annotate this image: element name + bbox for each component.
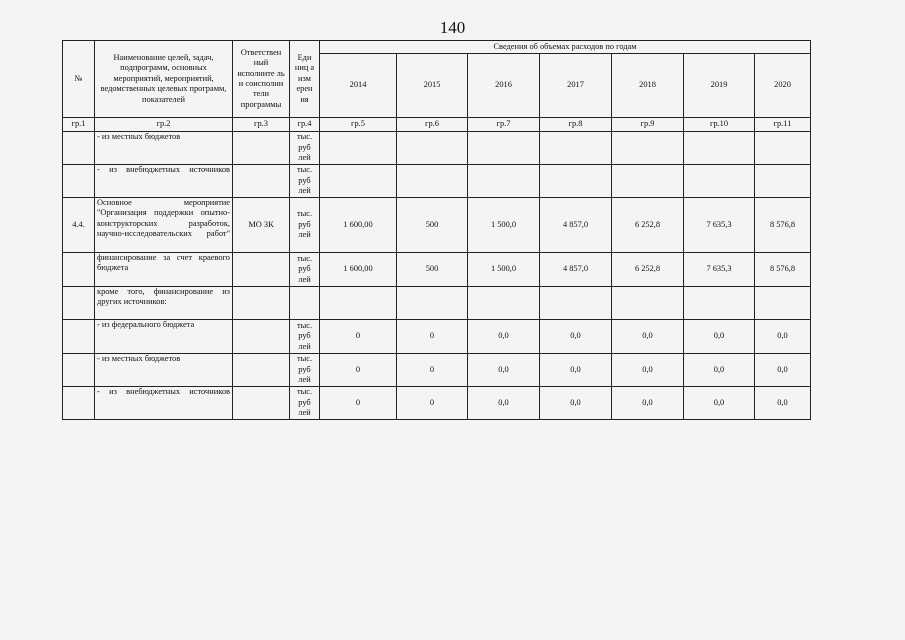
row-value: 7 635,3 xyxy=(684,253,755,287)
row-unit: тыс. руб лей xyxy=(290,354,320,387)
row-value xyxy=(320,132,397,165)
row-num xyxy=(63,253,95,287)
table-row xyxy=(63,132,811,165)
row-name: - из федерального бюджета xyxy=(95,320,233,354)
header-year: 2020 xyxy=(755,54,811,118)
row-unit: тыс. руб лей xyxy=(290,253,320,287)
row-value: 1 600,00 xyxy=(320,253,397,287)
row-num xyxy=(63,387,95,420)
table-row xyxy=(63,287,811,320)
row-value: 0,0 xyxy=(468,320,540,354)
header-unit: Еди ниц а изм ерен ия xyxy=(290,41,320,118)
row-name: - из местных бюджетов xyxy=(95,354,233,387)
group-cell: гр.4 xyxy=(290,118,320,132)
table-row xyxy=(63,320,811,354)
row-name: - из внебюджетных источников xyxy=(95,387,233,420)
group-cell: гр.6 xyxy=(397,118,468,132)
row-responsible xyxy=(233,320,290,354)
row-num xyxy=(63,132,95,165)
row-value xyxy=(320,287,397,320)
row-value xyxy=(540,287,612,320)
row-value: 8 576,8 xyxy=(755,253,811,287)
header-year: 2016 xyxy=(468,54,540,118)
row-value: 7 635,3 xyxy=(684,198,755,253)
row-num: 4.4. xyxy=(63,198,95,253)
row-value xyxy=(540,132,612,165)
group-cell: гр.7 xyxy=(468,118,540,132)
row-value: 0,0 xyxy=(612,387,684,420)
row-value: 0,0 xyxy=(612,320,684,354)
row-responsible xyxy=(233,387,290,420)
row-name: - из внебюджетных источников xyxy=(95,165,233,198)
row-value: 0,0 xyxy=(684,354,755,387)
row-value: 0,0 xyxy=(755,354,811,387)
row-value xyxy=(684,287,755,320)
row-value: 500 xyxy=(397,253,468,287)
row-value: 0,0 xyxy=(540,354,612,387)
row-unit: тыс. руб лей xyxy=(290,198,320,253)
row-unit xyxy=(290,287,320,320)
row-responsible xyxy=(233,132,290,165)
row-value: 500 xyxy=(397,198,468,253)
row-value: 4 857,0 xyxy=(540,198,612,253)
header-num: № xyxy=(63,41,95,118)
row-value xyxy=(612,287,684,320)
page-number: 140 xyxy=(439,18,466,37)
row-value xyxy=(397,165,468,198)
row-value: 1 500,0 xyxy=(468,198,540,253)
table-row xyxy=(63,253,811,287)
row-name: кроме того, финансирование из других источников: xyxy=(95,287,233,320)
header-year: 2015 xyxy=(397,54,468,118)
row-value xyxy=(397,132,468,165)
header-responsible: Ответствен ный исполните ль и соисполни тели программы xyxy=(233,41,290,118)
row-value xyxy=(540,165,612,198)
table-row xyxy=(63,165,811,198)
row-num xyxy=(63,287,95,320)
row-value xyxy=(755,287,811,320)
row-value: 6 252,8 xyxy=(612,198,684,253)
group-cell: гр.11 xyxy=(755,118,811,132)
row-num xyxy=(63,165,95,198)
row-value: 6 252,8 xyxy=(612,253,684,287)
row-value: 0,0 xyxy=(755,387,811,420)
row-value: 0 xyxy=(320,354,397,387)
row-value: 0 xyxy=(397,320,468,354)
row-value: 8 576,8 xyxy=(755,198,811,253)
row-value xyxy=(612,132,684,165)
row-value xyxy=(684,165,755,198)
header-expenses: Сведения об объемах расходов по годам xyxy=(320,41,811,54)
row-num xyxy=(63,354,95,387)
row-value xyxy=(468,132,540,165)
group-cell: гр.3 xyxy=(233,118,290,132)
row-value: 0,0 xyxy=(684,387,755,420)
expenses-table xyxy=(62,40,811,420)
row-value: 0 xyxy=(320,387,397,420)
row-value: 0,0 xyxy=(755,320,811,354)
header-year: 2018 xyxy=(612,54,684,118)
row-name: - из местных бюджетов xyxy=(95,132,233,165)
row-value: 0,0 xyxy=(468,354,540,387)
header-name: Наименование целей, задач, подпрограмм, основных мероприятий, мероприятий, ведомственных целевых программ, показателей xyxy=(95,41,233,118)
row-value: 1 600,00 xyxy=(320,198,397,253)
group-cell: гр.1 xyxy=(63,118,95,132)
row-value: 0 xyxy=(320,320,397,354)
header-year: 2014 xyxy=(320,54,397,118)
row-value xyxy=(320,165,397,198)
group-row xyxy=(63,118,811,132)
table-row xyxy=(63,198,811,253)
group-cell: гр.10 xyxy=(684,118,755,132)
row-value: 1 500,0 xyxy=(468,253,540,287)
table-row xyxy=(63,354,811,387)
row-value xyxy=(468,287,540,320)
row-value: 0 xyxy=(397,354,468,387)
row-value: 0,0 xyxy=(684,320,755,354)
row-responsible xyxy=(233,354,290,387)
row-value: 0,0 xyxy=(540,387,612,420)
group-cell: гр.9 xyxy=(612,118,684,132)
row-responsible xyxy=(233,253,290,287)
row-value: 0 xyxy=(397,387,468,420)
table-row xyxy=(63,387,811,420)
row-value: 0,0 xyxy=(612,354,684,387)
header-year: 2019 xyxy=(684,54,755,118)
row-num xyxy=(63,320,95,354)
row-responsible: МО ЗК xyxy=(233,198,290,253)
row-name: Основное мероприятие "Организация поддержки опытно-конструкторских разработок, научно-исследовательских работ" xyxy=(95,198,233,253)
row-value: 0,0 xyxy=(468,387,540,420)
header-year: 2017 xyxy=(540,54,612,118)
row-value xyxy=(755,132,811,165)
row-unit: тыс. руб лей xyxy=(290,165,320,198)
row-value: 4 857,0 xyxy=(540,253,612,287)
row-unit: тыс. руб лей xyxy=(290,387,320,420)
group-cell: гр.2 xyxy=(95,118,233,132)
row-unit: тыс. руб лей xyxy=(290,320,320,354)
group-cell: гр.8 xyxy=(540,118,612,132)
row-value: 0,0 xyxy=(540,320,612,354)
row-value xyxy=(397,287,468,320)
row-value xyxy=(612,165,684,198)
group-cell: гр.5 xyxy=(320,118,397,132)
row-unit: тыс. руб лей xyxy=(290,132,320,165)
row-value xyxy=(684,132,755,165)
row-responsible xyxy=(233,287,290,320)
row-value xyxy=(468,165,540,198)
row-value xyxy=(755,165,811,198)
row-name: финансирование за счет краевого бюджета xyxy=(95,253,233,287)
row-responsible xyxy=(233,165,290,198)
